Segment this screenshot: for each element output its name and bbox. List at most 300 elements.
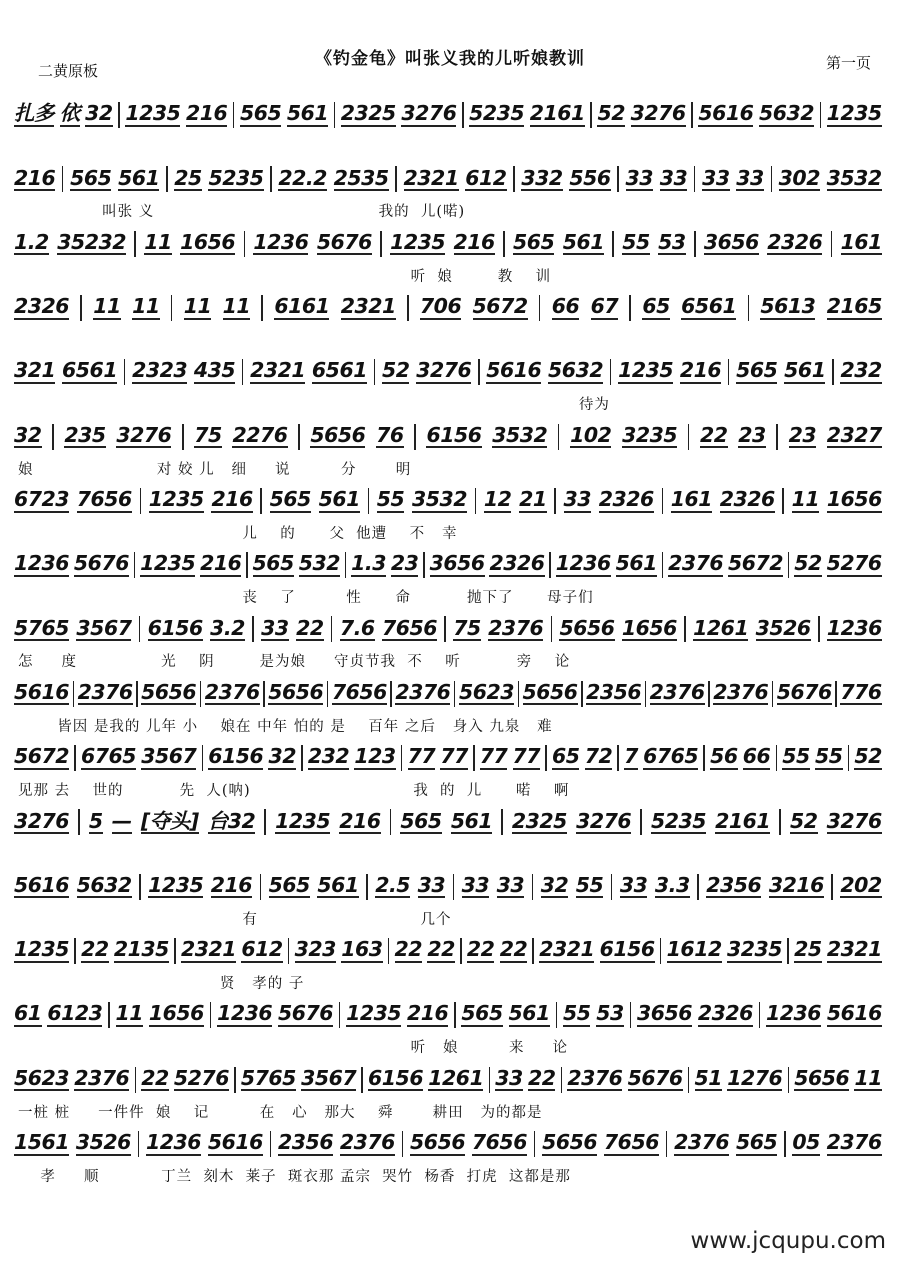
lyrics-line: 叫张 义 我的 儿(喏) (18, 204, 466, 221)
note-group: 5616 (486, 358, 542, 383)
note-group: 2326 (719, 487, 775, 512)
note-group: 561 (318, 487, 360, 512)
note-group: 1236 (14, 551, 70, 576)
bar-line (788, 552, 790, 578)
bar-line (703, 745, 705, 771)
note-group: 5656 (310, 422, 366, 447)
note-group: 565 (736, 358, 778, 383)
note-group: 2161 (529, 101, 585, 126)
bar-line (174, 938, 176, 964)
note-group: 53 (658, 229, 686, 254)
bar-line (134, 231, 136, 257)
note-group: 3656 (703, 229, 759, 254)
note-group: 561 (784, 358, 826, 383)
note-group: 1235 (275, 808, 331, 833)
note-group: 776 (840, 679, 882, 704)
bar-line (549, 552, 551, 578)
note-group: 1236 (217, 1001, 273, 1026)
note-group: 3656 (429, 551, 485, 576)
note-group: 3.2 (210, 615, 245, 640)
note-group: 65 (642, 294, 670, 319)
note-group: 6156 (368, 1065, 424, 1090)
lyrics-line (18, 136, 882, 158)
bar-line (779, 809, 781, 835)
note-group: 3656 (636, 1001, 693, 1026)
score-row (0, 998, 900, 1058)
note-group: 5235 (650, 808, 706, 833)
note-group: 565 (70, 165, 112, 190)
note-group: 33 (619, 872, 648, 897)
note-group: 5632 (548, 358, 604, 383)
bar-line (776, 424, 778, 450)
note-group: 25 (174, 165, 202, 190)
note-group: 22 (527, 1065, 556, 1090)
bar-line (334, 102, 336, 128)
note-group: 11 (222, 294, 251, 319)
score-row (0, 741, 900, 801)
note-group: 22 (499, 937, 528, 962)
note-group: 216 (679, 358, 722, 383)
note-group: 102 (570, 422, 612, 447)
page-number: 第一页 (826, 54, 872, 72)
bar-line (139, 616, 141, 642)
note-group: 75 (453, 615, 481, 640)
lyrics-line (18, 329, 882, 351)
note-group: 1235 (148, 487, 204, 512)
note-group: 52 (794, 551, 822, 576)
note-group: 66 (551, 294, 580, 319)
note-group: 25 (794, 937, 822, 962)
note-group: 556 (569, 165, 611, 190)
note-group: 1276 (727, 1065, 783, 1090)
note-group: 11 (115, 1001, 144, 1026)
lyrics-line: 见那 去 世的 先 人(呐) 我 的 儿 喏 啊 (18, 783, 570, 799)
note-group: 33 (496, 872, 525, 897)
note-group: 32 (268, 744, 296, 769)
bar-line (831, 874, 833, 900)
note-group: 扎多 (14, 101, 54, 126)
bar-line (694, 166, 696, 192)
note-group: 6161 (274, 294, 330, 319)
note-group: 1261 (693, 615, 749, 640)
bar-line (264, 809, 266, 835)
note-group: 11 (183, 294, 212, 319)
bar-line (820, 102, 822, 128)
bar-line (423, 552, 425, 578)
note-group: 3235 (622, 422, 678, 447)
note-group: 6723 (14, 487, 70, 512)
bar-line (454, 1002, 456, 1028)
note-group: 5616 (207, 1130, 263, 1155)
bar-line (380, 231, 382, 257)
note-group: 3235 (727, 937, 783, 962)
note-group: 6156 (426, 422, 482, 447)
notes-line (14, 291, 882, 325)
bar-line (171, 295, 173, 321)
note-group: 1561 (14, 1130, 70, 1155)
note-group: 52 (381, 358, 410, 383)
note-group: 5672 (472, 294, 528, 319)
bar-line (361, 1067, 363, 1093)
note-group: 1656 (180, 229, 236, 254)
bar-line (182, 424, 184, 450)
note-group: 3276 (116, 422, 172, 447)
note-group: 561 (508, 1001, 550, 1026)
note-group: 22 (296, 615, 324, 640)
bar-line (684, 616, 686, 642)
note-group: [夺头] (140, 808, 199, 833)
notes-line (14, 355, 882, 389)
bar-line (134, 552, 136, 578)
bar-line (210, 1002, 212, 1028)
bar-line (74, 938, 76, 964)
note-group: 2.5 (375, 872, 411, 897)
note-group: 7.6 (339, 615, 375, 640)
note-group: 561 (317, 872, 359, 897)
bar-line (629, 295, 631, 321)
bar-line (662, 488, 664, 514)
note-group: 163 (341, 937, 383, 962)
bar-line (62, 166, 64, 192)
note-group: 52 (597, 101, 626, 126)
note-group: 7656 (331, 679, 387, 704)
notes-line (14, 998, 882, 1032)
bar-line (327, 681, 329, 707)
note-group: 5 (88, 808, 103, 833)
note-group: 6156 (599, 937, 655, 962)
note-group: 565 (268, 872, 310, 897)
bar-line (848, 745, 850, 771)
note-group: 5235 (469, 101, 525, 126)
note-group: 2325 (340, 101, 396, 126)
score-row (0, 1127, 900, 1187)
bar-line (645, 681, 647, 707)
bar-line (759, 1002, 761, 1028)
note-group: 5656 (794, 1065, 850, 1090)
note-group: 22.2 (278, 165, 327, 190)
note-group: 5676 (277, 1001, 333, 1026)
note-group: 2376 (713, 679, 769, 704)
note-group: 56 (710, 744, 738, 769)
note-group: 2321 (539, 937, 595, 962)
note-group: 5676 (776, 679, 832, 704)
note-group: 2376 (567, 1065, 623, 1090)
note-group: 22 (699, 422, 728, 447)
lyrics-line: 听 娘 教 训 (18, 268, 552, 285)
note-group: 22 (141, 1065, 169, 1090)
score-row (0, 291, 900, 351)
bar-line (475, 488, 477, 514)
note-group: 1235 (125, 101, 181, 126)
note-group: 323 (294, 937, 336, 962)
lyrics-line: 一桩 桩 一件件 娘 记 在 心 那大 舜 耕田 为的都是 (18, 1104, 543, 1121)
bar-line (135, 1067, 137, 1093)
note-group: 123 (354, 744, 396, 769)
note-group: 52 (789, 808, 818, 833)
note-group: 5623 (14, 1065, 70, 1090)
score-row (0, 612, 900, 672)
note-group: 2321 (250, 358, 306, 383)
note-group: 2325 (511, 808, 567, 833)
note-group: 7656 (382, 615, 438, 640)
note-group: 3216 (768, 872, 824, 897)
note-group: 2321 (826, 937, 882, 962)
notes-line (14, 805, 882, 839)
notes-line (14, 162, 882, 196)
note-group: 23 (738, 422, 766, 447)
note-group: 216 (200, 551, 242, 576)
score-row (0, 420, 900, 480)
note-group: 5623 (458, 679, 514, 704)
note-group: 5656 (542, 1130, 598, 1155)
bar-line (462, 102, 464, 128)
lyrics-line: 丧 了 性 命 抛下了 母子们 (18, 590, 594, 607)
score-row (0, 677, 900, 737)
note-group: 565 (400, 808, 442, 833)
note-group: 6765 (80, 744, 137, 769)
note-group: 5613 (760, 294, 816, 319)
notes-line (14, 548, 882, 582)
bar-line (444, 616, 446, 642)
note-group: 2376 (74, 1065, 130, 1090)
note-group: 1236 (826, 615, 882, 640)
note-group: 2327 (826, 422, 882, 447)
note-group: 232 (840, 358, 882, 383)
bar-line (534, 1131, 536, 1157)
note-group: 2356 (706, 872, 762, 897)
note-group: 1.3 (351, 551, 386, 576)
note-group: 5656 (559, 615, 615, 640)
bar-line (233, 102, 235, 128)
note-group: 3.3 (654, 872, 690, 897)
score-row (0, 98, 900, 158)
note-group: 22 (394, 937, 423, 962)
note-group: 11 (791, 487, 820, 512)
note-group: 232 (307, 744, 350, 769)
note-group: 6156 (147, 615, 203, 640)
notes-line (14, 98, 882, 132)
note-group: 216 (453, 229, 495, 254)
bar-line (503, 231, 505, 257)
note-group: 3532 (411, 487, 468, 512)
lyrics-line: 孝 顺 丁兰 刻木 莱子 斑衣那 孟宗 哭竹 杨香 打虎 这都是那 (18, 1168, 571, 1185)
note-group: 55 (782, 744, 810, 769)
note-group: 3276 (401, 101, 457, 126)
note-group: 75 (194, 422, 222, 447)
bar-line (551, 616, 553, 642)
note-group: 77 (440, 744, 468, 769)
note-group: 2326 (767, 229, 823, 254)
note-group: 33 (736, 165, 764, 190)
note-group: 3567 (76, 615, 132, 640)
note-group: 2376 (488, 615, 544, 640)
lyrics-line: 娘 对 姣 儿 细 说 分 明 (18, 461, 412, 478)
note-group: 565 (269, 487, 311, 512)
note-group: 53 (596, 1001, 624, 1026)
bar-line (554, 488, 556, 514)
bar-line (200, 681, 202, 707)
note-group: 1235 (390, 229, 446, 254)
score-row (0, 934, 900, 994)
score-row (0, 355, 900, 415)
bar-line (166, 166, 168, 192)
note-group: 216 (339, 808, 381, 833)
note-group: 32 (540, 872, 569, 897)
bar-line (345, 552, 347, 578)
bar-line (339, 1002, 341, 1028)
bar-line (489, 1067, 491, 1093)
bar-line (590, 102, 592, 128)
note-group: 6123 (47, 1001, 103, 1026)
note-group: 6561 (311, 358, 367, 383)
banban-label: 二黄原板 (38, 62, 99, 80)
note-group: 706 (419, 294, 462, 319)
note-group: 6156 (208, 744, 264, 769)
note-group: 3276 (826, 808, 882, 833)
note-group: 3526 (75, 1130, 131, 1155)
note-group: 5656 (268, 679, 324, 704)
bar-line (139, 874, 141, 900)
note-group: 161 (840, 229, 882, 254)
bar-line (832, 359, 834, 385)
bar-line (581, 681, 583, 707)
notes-line (14, 1063, 882, 1097)
note-group: 561 (615, 551, 657, 576)
note-group: 77 (512, 744, 541, 769)
note-group: 1235 (346, 1001, 402, 1026)
bar-line (407, 295, 409, 321)
note-group: 52 (854, 744, 882, 769)
note-group: 561 (562, 229, 604, 254)
note-group: 532 (298, 551, 340, 576)
note-group: 22 (466, 937, 495, 962)
bar-line (234, 1067, 236, 1093)
note-group: 1261 (428, 1065, 484, 1090)
note-group: 77 (479, 744, 508, 769)
note-group: 1235 (14, 937, 70, 962)
bar-line (660, 938, 662, 964)
note-group: 5616 (826, 1001, 882, 1026)
note-group: 11 (854, 1065, 882, 1090)
note-group: 65 (551, 744, 580, 769)
note-group: 55 (562, 1001, 591, 1026)
bar-line (252, 616, 254, 642)
note-group: 2323 (132, 358, 188, 383)
note-group: 5276 (173, 1065, 229, 1090)
note-group: 55 (814, 744, 843, 769)
note-group: 216 (407, 1001, 449, 1026)
note-group: 612 (465, 165, 507, 190)
lyrics-line: 听 娘 来 论 (18, 1040, 568, 1057)
bar-line (301, 745, 303, 771)
bar-line (288, 938, 290, 964)
note-group: 1236 (555, 551, 611, 576)
bar-line (402, 1131, 404, 1157)
bar-line (118, 102, 120, 128)
note-group: 12 (483, 487, 512, 512)
note-group: 5656 (141, 679, 197, 704)
note-group: 561 (450, 808, 493, 833)
bar-line (454, 681, 456, 707)
note-group: 565 (735, 1130, 778, 1155)
notes-line (14, 741, 882, 775)
notes-line (14, 677, 882, 711)
note-group: 67 (590, 294, 619, 319)
bar-line (612, 231, 614, 257)
note-group: 76 (376, 422, 404, 447)
note-group: 55 (622, 229, 650, 254)
note-group: 2321 (340, 294, 396, 319)
bar-line (662, 552, 664, 578)
note-group: 1235 (148, 872, 204, 897)
bar-line (748, 295, 750, 321)
note-group: — (111, 808, 132, 833)
note-group: 5765 (14, 615, 70, 640)
bar-line (390, 809, 392, 835)
bar-line (453, 874, 455, 900)
bar-line (558, 424, 560, 450)
note-group: 565 (513, 229, 555, 254)
bar-line (611, 874, 613, 900)
note-group: 5276 (826, 551, 882, 576)
note-group: 561 (118, 165, 160, 190)
bar-line (787, 938, 789, 964)
lyrics-line: 皆因 是我的 儿年 小 娘在 中年 怕的 是 百年 之后 身入 九泉 难 (18, 718, 553, 735)
note-group: 321 (14, 358, 56, 383)
note-group: 2165 (826, 294, 882, 319)
bar-line (366, 874, 368, 900)
bar-line (617, 166, 619, 192)
note-group: 32 (85, 101, 113, 126)
bar-line (835, 681, 837, 707)
note-group: 05 (792, 1130, 820, 1155)
bar-line (831, 231, 833, 257)
note-group: 2376 (674, 1130, 730, 1155)
note-group: 612 (241, 937, 283, 962)
note-group: 5632 (76, 872, 132, 897)
bar-line (244, 231, 246, 257)
note-group: 2321 (180, 937, 237, 962)
note-group: 7656 (471, 1130, 527, 1155)
note-group: 21 (519, 487, 547, 512)
note-group: 2376 (826, 1130, 882, 1155)
note-group: 302 (778, 165, 820, 190)
bar-line (460, 938, 462, 964)
bar-line (532, 874, 534, 900)
bar-line (545, 745, 547, 771)
note-group: 2376 (649, 679, 705, 704)
score-row (0, 484, 900, 544)
bar-line (261, 295, 263, 321)
note-group: 2161 (715, 808, 771, 833)
note-group: 5676 (627, 1065, 683, 1090)
note-group: 5672 (728, 551, 784, 576)
score-row (0, 227, 900, 287)
score-row (0, 805, 900, 865)
note-group: 2356 (278, 1130, 334, 1155)
note-group: 332 (521, 165, 563, 190)
notes-line (14, 612, 882, 646)
note-group: 2321 (403, 165, 459, 190)
note-group: 5765 (240, 1065, 296, 1090)
bar-line (270, 166, 272, 192)
note-group: 435 (193, 358, 236, 383)
lyrics-line: 待为 (18, 397, 610, 414)
bar-line (728, 359, 730, 385)
note-group: 565 (461, 1001, 503, 1026)
note-group: 33 (461, 872, 490, 897)
lyrics-line: 儿 的 父 他遭 不 幸 (18, 525, 458, 542)
